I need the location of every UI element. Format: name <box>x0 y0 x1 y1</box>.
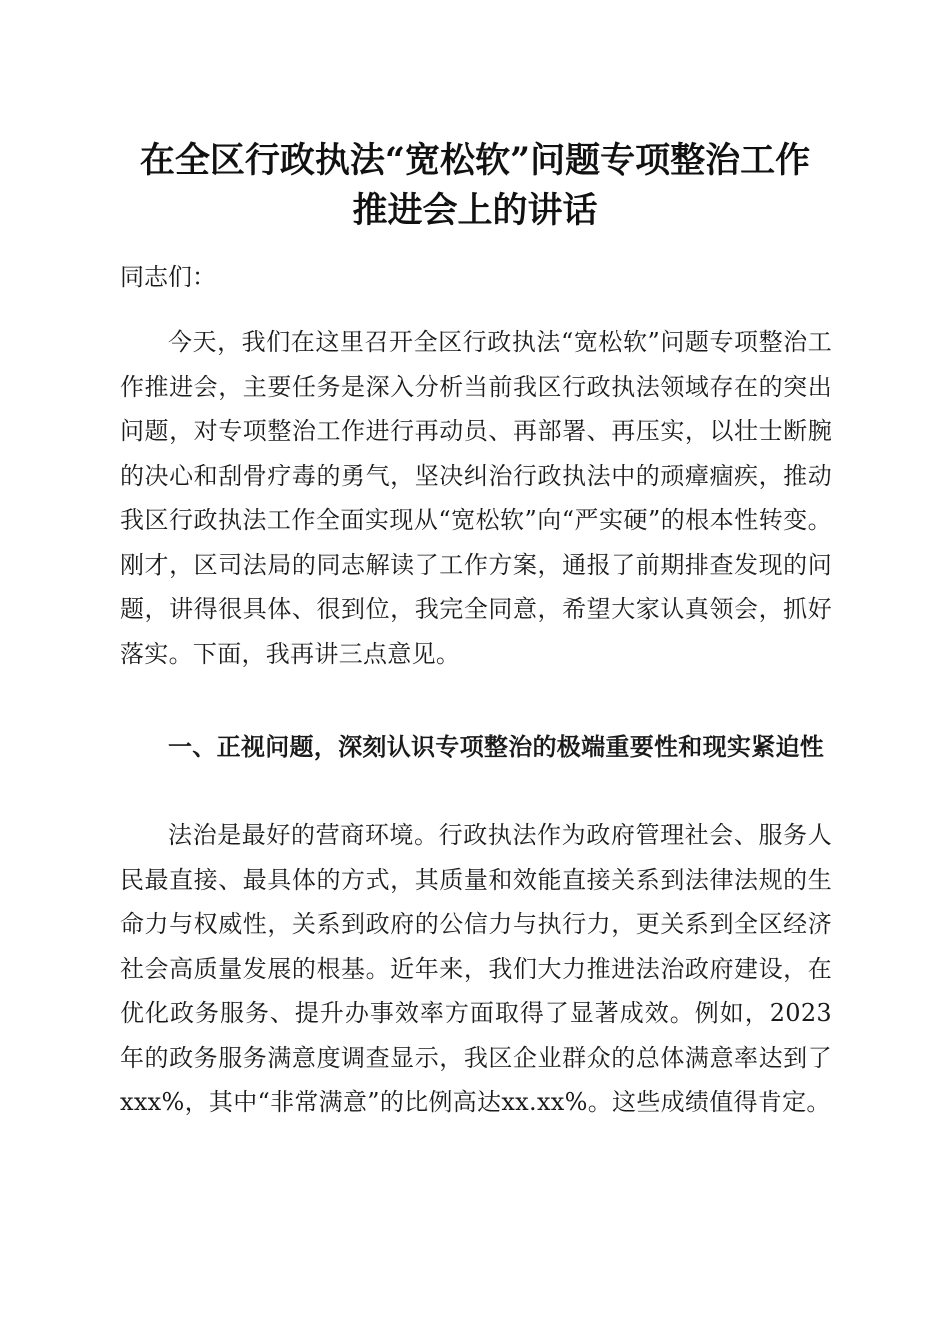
paragraph-section-1: 法治是最好的营商环境。行政执法作为政府管理社会、服务人民最直接、最具体的方式，其质量和效能直接关系到法律法规的生命力与权威性，关系到政府的公信力与执行力，更关系到全区经济社会高质量发展的根基。近年来，我们大力推进法治政府建设，在优化政务服务、提升办事效率方面取得了显著成效。例如，2023年的政务服务满意度调查显示，我区企业群众的总体满意率达到了xxx%，其中“非常满意”的比例高达xx.xx%。这些成绩值得肯定。 <box>120 821 832 1116</box>
title-line-1: 在全区行政执法“宽松软”问题专项整治工作 <box>139 140 811 181</box>
title-line-2: 推进会上的讲话 <box>352 190 598 231</box>
paragraph-intro: 今天，我们在这里召开全区行政执法“宽松软”问题专项整治工作推进会，主要任务是深入分析当前我区行政执法领域存在的突出问题，对专项整治工作进行再动员、再部署、再压实，以壮士断腕的决心和刮骨疗毒的勇气，坚决纠治行政执法中的顽瘴痼疾，推动我区行政执法工作全面实现从“宽松软”向“严实硬”的根本性转变。刚才，区司法局的同志解读了工作方案，通报了前期排查发现的问题，讲得很具体、很到位，我完全同意，希望大家认真领会，抓好落实。下面，我再讲三点意见。 <box>120 328 832 668</box>
greeting: 同志们： <box>120 263 216 291</box>
section-heading-1: 一、正视问题，深刻认识专项整治的极端重要性和现实紧迫性 <box>168 733 825 761</box>
document-title <box>100 136 850 236</box>
